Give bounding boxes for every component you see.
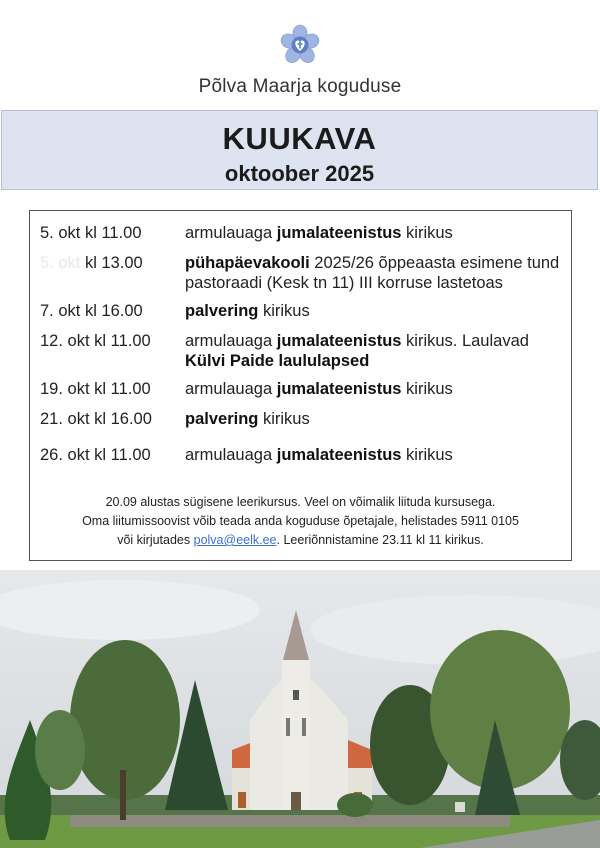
church-photo bbox=[0, 570, 600, 848]
confirmation-course-note bbox=[30, 493, 571, 550]
event-description: armulauaga jumalateenistus kirikus bbox=[185, 380, 453, 398]
email-link[interactable]: polva@eelk.ee bbox=[193, 533, 277, 547]
event-description: pühapäevakooli 2025/26 õppeaasta esimene tund pastoraadi (Kesk tn 11) III korruse lastetoas bbox=[185, 254, 560, 292]
event-description: palvering kirikus bbox=[185, 302, 310, 320]
event-date: 26. okt kl 11.00 bbox=[40, 446, 151, 464]
event-date: 19. okt kl 11.00 bbox=[40, 380, 151, 398]
event-date: 12. okt kl 11.00 bbox=[40, 332, 151, 350]
event-description: palvering kirikus bbox=[185, 410, 310, 428]
luther-rose-icon bbox=[280, 24, 320, 64]
event-date: 7. okt kl 16.00 bbox=[40, 302, 143, 320]
event-date: 21. okt kl 16.00 bbox=[40, 410, 152, 428]
note-line: või kirjutades polva@eelk.ee. Leeriõnnistamine 23.11 kl 11 kirikus. bbox=[117, 533, 484, 547]
event-description: armulauaga jumalateenistus kirikus bbox=[185, 224, 453, 242]
month-subtitle: oktoober 2025 bbox=[224, 161, 375, 186]
page-title: KUUKAVA bbox=[222, 121, 377, 156]
parish-name: Põlva Maarja koguduse bbox=[198, 76, 402, 97]
title-banner bbox=[1, 110, 598, 190]
schedule-box bbox=[29, 210, 572, 561]
event-date: 5. okt kl 13.00 bbox=[40, 254, 143, 272]
event-description: armulauaga jumalateenistus kirikus. Laulavad Külvi Paide laululapsed bbox=[185, 332, 529, 370]
event-description: armulauaga jumalateenistus kirikus bbox=[185, 446, 453, 464]
event-date: 5. okt kl 11.00 bbox=[40, 224, 142, 242]
note-line: 20.09 alustas sügisene leerikursus. Veel on võimalik liituda kursusega. bbox=[105, 495, 496, 509]
note-line: Oma liitumissoovist võib teada anda koguduse õpetajale, helistades 5911 0105 bbox=[82, 514, 519, 528]
